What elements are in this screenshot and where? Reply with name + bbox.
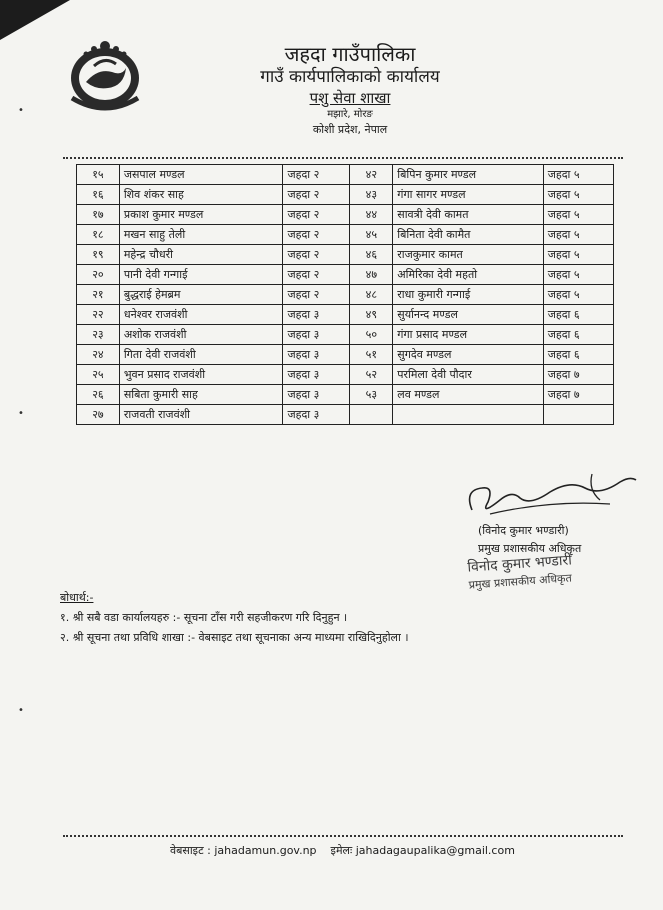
table-cell-l-name: महेन्द्र चौधरी bbox=[119, 245, 283, 265]
table-cell-r-name: परमिला देवी पौदार bbox=[393, 365, 543, 385]
table-cell-l-ward: जहदा ३ bbox=[283, 305, 350, 325]
table-row bbox=[77, 405, 614, 425]
table-cell-l-name: सबिता कुमारी साह bbox=[119, 385, 283, 405]
table-cell-r-name: गंगा प्रसाद मण्डल bbox=[393, 325, 543, 345]
scan-corner-shadow bbox=[0, 0, 70, 40]
official-stamp bbox=[467, 552, 574, 593]
table-cell-r-ward: जहदा ६ bbox=[543, 325, 613, 345]
table-cell-r-sn: ५२ bbox=[350, 365, 393, 385]
table-row bbox=[77, 185, 614, 205]
table-cell-l-ward: जहदा ३ bbox=[283, 325, 350, 345]
table-cell-r-sn: ४२ bbox=[350, 165, 393, 185]
table-cell-r-ward: जहदा ५ bbox=[543, 185, 613, 205]
table-row bbox=[77, 285, 614, 305]
table-cell-r-ward: जहदा ६ bbox=[543, 345, 613, 365]
table-cell-l-name: भुवन प्रसाद राजवंशी bbox=[119, 365, 283, 385]
table-cell-r-sn: ४४ bbox=[350, 205, 393, 225]
table-cell-l-sn: १६ bbox=[77, 185, 120, 205]
table-cell-r-sn: ४३ bbox=[350, 185, 393, 205]
table-cell-l-name: धनेश्वर राजवंशी bbox=[119, 305, 283, 325]
table-cell-l-sn: २५ bbox=[77, 365, 120, 385]
stamp-name: विनोद कुमार भण्डारी bbox=[466, 552, 573, 576]
signatory-name: (विनोद कुमार भण्डारी) bbox=[478, 524, 569, 537]
table-row bbox=[77, 325, 614, 345]
table-cell-r-ward: जहदा ५ bbox=[543, 205, 613, 225]
footer-contact bbox=[170, 843, 515, 858]
table-cell-r-name: बिनिता देवी कामैत bbox=[393, 225, 543, 245]
table-cell-r-name: लव मण्डल bbox=[393, 385, 543, 405]
table-cell-r-name: अमिरिका देवी महतो bbox=[393, 265, 543, 285]
table-cell-l-sn: १७ bbox=[77, 205, 120, 225]
office-subtitle: गाउँ कार्यपालिकाको कार्यालय bbox=[260, 67, 440, 87]
table-cell-r-name: गंगा सागर मण्डल bbox=[393, 185, 543, 205]
table-cell-r-ward: जहदा ५ bbox=[543, 165, 613, 185]
footer-divider bbox=[63, 835, 623, 837]
table-row bbox=[77, 305, 614, 325]
table-cell-l-sn: १५ bbox=[77, 165, 120, 185]
table-cell-l-sn: १९ bbox=[77, 245, 120, 265]
table-cell-l-name: राजवती राजवंशी bbox=[119, 405, 283, 425]
nepal-emblem-logo-icon bbox=[64, 38, 146, 112]
table-cell-r-ward: जहदा ७ bbox=[543, 365, 613, 385]
table-cell-l-sn: २६ bbox=[77, 385, 120, 405]
table-row bbox=[77, 165, 614, 185]
table-row bbox=[77, 385, 614, 405]
table-cell-r-sn bbox=[350, 405, 393, 425]
table-cell-l-name: प्रकाश कुमार मण्डल bbox=[119, 205, 283, 225]
footer-website: वेबसाइट : jahadamun.gov.np bbox=[170, 844, 317, 857]
punch-mark: • bbox=[18, 705, 24, 716]
table-row bbox=[77, 245, 614, 265]
table-cell-l-ward: जहदा २ bbox=[283, 225, 350, 245]
table-cell-r-name: राजकुमार कामत bbox=[393, 245, 543, 265]
table-cell-l-ward: जहदा ३ bbox=[283, 345, 350, 365]
cc-item: २. श्री सूचना तथा प्रविधि शाखा :- वेबसाइट तथा सूचनाका अन्य माध्यमा राखिदिनुहोला । bbox=[60, 631, 409, 644]
office-name: जहदा गाउँपालिका bbox=[284, 42, 416, 66]
table-cell-l-name: मखन साहु तेली bbox=[119, 225, 283, 245]
table-cell-r-sn: ५१ bbox=[350, 345, 393, 365]
branch-name: पशु सेवा शाखा bbox=[309, 89, 391, 107]
table-cell-l-ward: जहदा २ bbox=[283, 185, 350, 205]
signatory-title: प्रमुख प्रशासकीय अधिकृत bbox=[478, 542, 582, 555]
table-cell-r-ward: जहदा ७ bbox=[543, 385, 613, 405]
table-cell-l-sn: १८ bbox=[77, 225, 120, 245]
table-cell-r-sn: ४९ bbox=[350, 305, 393, 325]
table-cell-r-sn: ४८ bbox=[350, 285, 393, 305]
table-row bbox=[77, 205, 614, 225]
letterhead bbox=[180, 42, 520, 138]
header-divider bbox=[63, 157, 623, 159]
table-cell-l-name: गिता देवी राजवंशी bbox=[119, 345, 283, 365]
table-cell-r-sn: ५३ bbox=[350, 385, 393, 405]
table-cell-r-sn: ४६ bbox=[350, 245, 393, 265]
table-cell-r-ward: जहदा ६ bbox=[543, 305, 613, 325]
table-cell-l-name: पानी देवी गन्गाई bbox=[119, 265, 283, 285]
table-cell-l-ward: जहदा २ bbox=[283, 285, 350, 305]
table-cell-l-name: जसपाल मण्डल bbox=[119, 165, 283, 185]
table-cell-r-ward: जहदा ५ bbox=[543, 225, 613, 245]
table-cell-r-sn: ५० bbox=[350, 325, 393, 345]
table-cell-l-ward: जहदा २ bbox=[283, 205, 350, 225]
cc-heading: बोधार्थ:- bbox=[60, 591, 94, 604]
table-cell-r-name: बिपिन कुमार मण्डल bbox=[393, 165, 543, 185]
cc-notes bbox=[60, 588, 409, 648]
table-cell-r-name: सावत्री देवी कामत bbox=[393, 205, 543, 225]
table-cell-l-ward: जहदा ३ bbox=[283, 405, 350, 425]
table-cell-r-ward: जहदा ५ bbox=[543, 285, 613, 305]
table-cell-r-name: राधा कुमारी गन्गाई bbox=[393, 285, 543, 305]
table-cell-l-ward: जहदा ३ bbox=[283, 385, 350, 405]
punch-mark: • bbox=[18, 408, 24, 419]
table-cell-l-ward: जहदा २ bbox=[283, 245, 350, 265]
table-cell-l-name: बुद्धराई हेमब्रम bbox=[119, 285, 283, 305]
table-cell-l-ward: जहदा २ bbox=[283, 165, 350, 185]
table-row bbox=[77, 225, 614, 245]
table-cell-l-ward: जहदा २ bbox=[283, 265, 350, 285]
table-cell-r-sn: ४५ bbox=[350, 225, 393, 245]
table-cell-r-name: सुर्यानन्द मण्डल bbox=[393, 305, 543, 325]
table-cell-l-sn: २१ bbox=[77, 285, 120, 305]
table-cell-r-sn: ४७ bbox=[350, 265, 393, 285]
table-row bbox=[77, 345, 614, 365]
table-row bbox=[77, 365, 614, 385]
table-row bbox=[77, 265, 614, 285]
table-cell-r-ward: जहदा ५ bbox=[543, 245, 613, 265]
cc-item: १. श्री सबै वडा कार्यालयहरु :- सूचना टाँस गरी सहजीकरण गरि दिनुहुन । bbox=[60, 611, 348, 624]
office-province: कोशी प्रदेश, नेपाल bbox=[312, 123, 388, 136]
table-cell-l-name: शिव शंकर साह bbox=[119, 185, 283, 205]
table-cell-r-ward: जहदा ५ bbox=[543, 265, 613, 285]
table-cell-r-name: सुगदेव मण्डल bbox=[393, 345, 543, 365]
table-cell-l-sn: २४ bbox=[77, 345, 120, 365]
table-cell-l-sn: २३ bbox=[77, 325, 120, 345]
table-cell-l-name: अशोक राजवंशी bbox=[119, 325, 283, 345]
office-location: मझारे, मोरङ bbox=[327, 109, 373, 120]
punch-mark: • bbox=[18, 105, 24, 116]
table-cell-l-ward: जहदा ३ bbox=[283, 365, 350, 385]
stamp-title: प्रमुख प्रशासकीय अधिकृत bbox=[468, 571, 573, 592]
table-cell-r-name bbox=[393, 405, 543, 425]
table-cell-l-sn: २२ bbox=[77, 305, 120, 325]
table-cell-r-ward bbox=[543, 405, 613, 425]
beneficiary-table bbox=[76, 164, 614, 425]
handwritten-signature-icon bbox=[460, 470, 640, 522]
table-cell-l-sn: २७ bbox=[77, 405, 120, 425]
footer-email: इमेलः jahadagaupalika@gmail.com bbox=[330, 844, 515, 857]
table-cell-l-sn: २० bbox=[77, 265, 120, 285]
